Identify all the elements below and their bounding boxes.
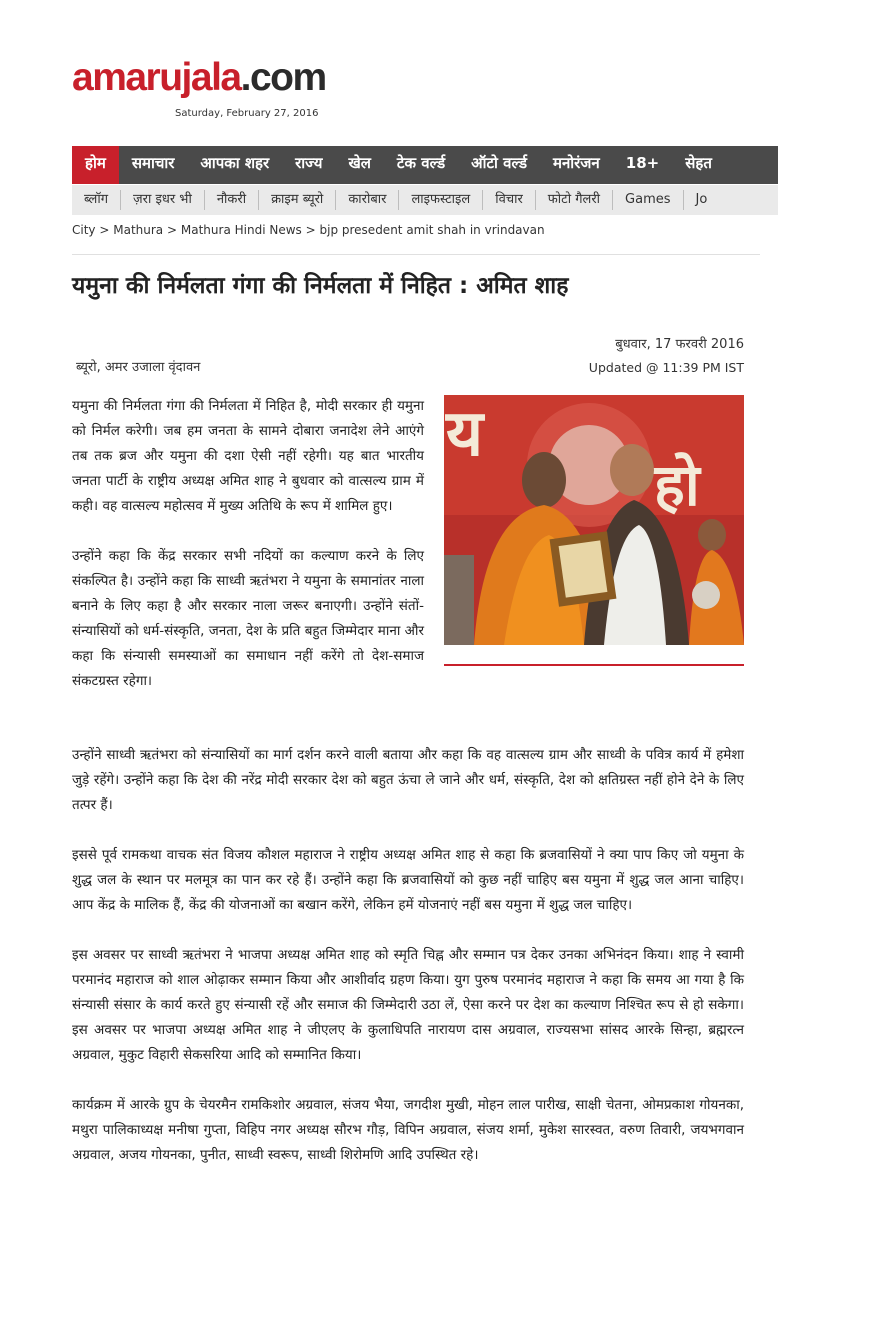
subnav-item-photo-gallery[interactable]: फोटो गैलरी	[536, 190, 613, 210]
article-byline: ब्यूरो, अमर उजाला वृंदावन	[76, 360, 201, 375]
logo-text-main: amarujala	[72, 56, 241, 99]
paragraph: उन्होंने कहा कि केंद्र सरकार सभी नदियों का कल्याण करने के लिए संकल्पित है। उन्होंने कहा कि साध्वी ऋतंभरा ने यमुना के समानांतर नाला बनाने के लिए कहा है और सरकार नाला जरूर बनाएगी। उन्होंने संतों-संन्यासियों को धर्म-संस्कृति, जनता, देश के प्रति बहुत जिम्मेदार माना और कहा कि संन्यासी समस्याओं का समाधान नहीं करेंगे तो देश-समाज संकटग्रस्त रहेगा।	[72, 548, 424, 689]
svg-text:य: य	[446, 397, 484, 471]
updated-time: Updated @ 11:39 PM IST	[588, 360, 744, 375]
subnav-item-jobs[interactable]: नौकरी	[205, 190, 259, 210]
subnav-item-zara-idhar-bhi[interactable]: ज़रा इधर भी	[121, 190, 205, 210]
paragraph: उन्होंने साध्वी ऋतंभरा को संन्यासियों का मार्ग दर्शन करने वाली बताया और कहा कि वह वात्सल्य ग्राम और साध्वी के पवित्र कार्य में हमेशा जुड़े रहेंगे। उन्होंने कहा कि देश की नरेंद्र मोदी सरकार देश को बहुत ऊंचा ले जाने और धर्म, संस्कृति, देश को क्षतिग्रस्त नहीं होने देने के लिए तत्पर हैं।	[72, 747, 744, 813]
nav-item-tech-world[interactable]: टेक वर्ल्ड	[396, 154, 446, 172]
article-lead	[72, 394, 424, 719]
publish-date: बुधवार, 17 फरवरी 2016	[615, 337, 744, 352]
nav-item-18plus[interactable]: 18+	[625, 154, 660, 172]
breadcrumb-separator: >	[305, 223, 316, 237]
breadcrumb-mathura-hindi-news[interactable]: Mathura Hindi News	[180, 223, 302, 237]
subnav-item-crime-bureau[interactable]: क्राइम ब्यूरो	[259, 190, 336, 210]
breadcrumb-current: bjp presedent amit shah in vrindavan	[319, 223, 545, 237]
nav-item-entertainment[interactable]: मनोरंजन	[552, 154, 600, 172]
header-date: Saturday, February 27, 2016	[175, 108, 319, 119]
breadcrumb	[72, 223, 545, 237]
paragraph: इससे पूर्व रामकथा वाचक संत विजय कौशल महाराज ने राष्ट्रीय अध्यक्ष अमित शाह से कहा कि ब्रजवासियों ने क्या पाप किए जो यमुना के शुद्ध जल के स्थान पर मलमूत्र का पान कर रहे हैं। उन्होंने कहा कि ब्रजवासियों को कुछ नहीं चाहिए बस यमुना में शुद्ध जल आना चाहिए। आप केंद्र के मालिक हैं, केंद्र की योजनाओं का बखान करेंगे, लेकिन हमें योजनाएं नहीं बस यमुना में शुद्ध जल चाहिए।	[72, 847, 744, 913]
paragraph: इस अवसर पर साध्वी ऋतंभरा ने भाजपा अध्यक्ष अमित शाह को स्मृति चिह्न और सम्मान पत्र देकर उनका अभिनंदन किया। शाह ने स्वामी परमानंद महाराज को शाल ओढ़ाकर सम्मान किया और आशीर्वाद ग्रहण किया। युग पुरुष परमानंद महाराज ने कहा कि समय आ गया है कि संन्यासी संसार के कार्य करते हुए संन्यासी रहें और समाज की जिम्मेदारी उठा लें, ऐसा करने पर देश का कल्याण निश्चित रूप से हो सकेगा। इस अवसर पर भाजपा अध्यक्ष अमित शाह ने जीएलए के कुलाधिपति नारायण दास अग्रवाल, राज्यसभा सांसद आरके सिन्हा, ब्रह्मरत्न अग्रवाल, मुकुट विहारी सेकसरिया आदि को सम्मानित किया।	[72, 947, 744, 1063]
article-body	[72, 743, 744, 1193]
subnav-item-games[interactable]: Games	[613, 190, 683, 210]
breadcrumb-separator: >	[99, 223, 110, 237]
article-photo[interactable]	[444, 395, 744, 645]
nav-item-home[interactable]: होम	[72, 146, 119, 184]
article-title: यमुना की निर्मलता गंगा की निर्मलता में निहित : अमित शाह	[72, 273, 569, 299]
nav-item-sports[interactable]: खेल	[348, 154, 371, 172]
subnav-item-business[interactable]: कारोबार	[336, 190, 399, 210]
breadcrumb-separator: >	[167, 223, 178, 237]
nav-item-state[interactable]: राज्य	[295, 154, 323, 172]
nav-item-health[interactable]: सेहत	[685, 154, 712, 172]
nav-item-news[interactable]: समाचार	[131, 154, 175, 172]
secondary-nav	[72, 185, 778, 215]
nav-item-auto-world[interactable]: ऑटो वर्ल्ड	[471, 154, 527, 172]
svg-text:हो: हो	[654, 451, 700, 519]
logo-text-domain: .com	[240, 56, 326, 99]
paragraph: यमुना की निर्मलता गंगा की निर्मलता में निहित है, मोदी सरकार ही यमुना को निर्मल करेगी। जब हम जनता के सामने दोबारा जनादेश लेने आएंगे तब तक ब्रज और यमुना की दशा ऐसी नहीं रहेगी। यह बात भारतीय जनता पार्टी के राष्ट्रीय अध्यक्ष अमित शाह ने बुधवार को वात्सल्य ग्राम में कही। वह वात्सल्य महोत्सव में मुख्य अतिथि के रूप में शामिल हुए।	[72, 398, 424, 514]
primary-nav	[72, 146, 778, 184]
breadcrumb-mathura[interactable]: Mathura	[113, 223, 164, 237]
subnav-item-opinion[interactable]: विचार	[483, 190, 536, 210]
nav-item-your-city[interactable]: आपका शहर	[200, 154, 270, 172]
breadcrumb-city[interactable]: City	[72, 223, 96, 237]
photo-divider	[444, 664, 744, 666]
subnav-item-blog[interactable]: ब्लॉग	[72, 190, 121, 210]
divider	[72, 254, 760, 255]
subnav-item-jobs-en[interactable]: Jo	[695, 192, 708, 207]
site-logo[interactable]	[72, 58, 326, 97]
paragraph: कार्यक्रम में आरके ग्रुप के चेयरमैन रामकिशोर अग्रवाल, संजय भैया, जगदीश मुखी, मोहन लाल पारीख, साक्षी चेतना, ओमप्रकाश गोयनका, मथुरा पालिकाध्यक्ष मनीषा गुप्ता, विहिप नगर अध्यक्ष सौरभ गौड़, विपिन अग्रवाल, संजय शर्मा, मुकेश सारस्वत, वरुण तिवारी, जयभगवान अग्रवाल, अजय गोयनका, पुनीत, साध्वी स्वरूप, साध्वी शिरोमणि आदि उपस्थित रहे।	[72, 1097, 744, 1163]
subnav-item-lifestyle[interactable]: लाइफस्टाइल	[399, 190, 483, 210]
